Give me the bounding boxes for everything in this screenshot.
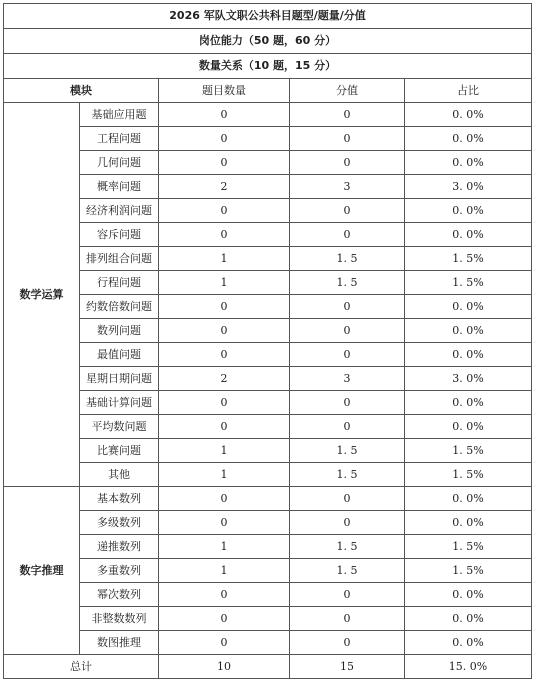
total-score: 15 [290, 655, 405, 679]
table-row [4, 175, 532, 199]
topic-cell: 工程问题 [80, 127, 159, 151]
topic-cell: 约数倍数问题 [80, 295, 159, 319]
score-cell: 1. 5 [290, 247, 405, 271]
ratio-cell: 3. 0% [405, 367, 532, 391]
score-cell: 3 [290, 175, 405, 199]
count-cell: 0 [159, 391, 290, 415]
table-row [4, 127, 532, 151]
count-cell: 0 [159, 127, 290, 151]
score-cell: 0 [290, 103, 405, 127]
column-header-module: 模块 [4, 79, 159, 103]
total-label: 总计 [4, 655, 159, 679]
ratio-cell: 0. 0% [405, 223, 532, 247]
topic-cell: 平均数问题 [80, 415, 159, 439]
ratio-cell: 1. 5% [405, 271, 532, 295]
ratio-cell: 1. 5% [405, 463, 532, 487]
count-cell: 0 [159, 415, 290, 439]
score-cell: 0 [290, 151, 405, 175]
header-row [4, 79, 532, 103]
count-cell: 1 [159, 559, 290, 583]
ratio-cell: 0. 0% [405, 343, 532, 367]
topic-cell: 星期日期问题 [80, 367, 159, 391]
table-row [4, 343, 532, 367]
table-row [4, 151, 532, 175]
score-cell: 0 [290, 343, 405, 367]
count-cell: 1 [159, 271, 290, 295]
score-cell: 0 [290, 127, 405, 151]
ratio-cell: 0. 0% [405, 583, 532, 607]
score-cell: 0 [290, 223, 405, 247]
count-cell: 1 [159, 535, 290, 559]
table-row [4, 559, 532, 583]
count-cell: 0 [159, 511, 290, 535]
title-row [4, 4, 532, 29]
count-cell: 0 [159, 583, 290, 607]
count-cell: 1 [159, 463, 290, 487]
score-cell: 0 [290, 415, 405, 439]
subsection-heading: 数量关系（10 题，15 分） [4, 54, 532, 79]
table-row [4, 103, 532, 127]
count-cell: 0 [159, 223, 290, 247]
column-header-score: 分值 [290, 79, 405, 103]
table-row [4, 223, 532, 247]
topic-cell: 数列问题 [80, 319, 159, 343]
count-cell: 0 [159, 295, 290, 319]
score-cell: 1. 5 [290, 439, 405, 463]
ratio-cell: 0. 0% [405, 199, 532, 223]
table-row [4, 271, 532, 295]
topic-cell: 幂次数列 [80, 583, 159, 607]
count-cell: 0 [159, 151, 290, 175]
table-row [4, 295, 532, 319]
ratio-cell: 0. 0% [405, 127, 532, 151]
ratio-cell: 0. 0% [405, 295, 532, 319]
table-row [4, 415, 532, 439]
table-row [4, 247, 532, 271]
ratio-cell: 3. 0% [405, 175, 532, 199]
table-title: 2026 军队文职公共科目题型/题量/分值 [4, 4, 532, 29]
score-cell: 0 [290, 319, 405, 343]
table-body [4, 4, 532, 679]
topic-cell: 基本数列 [80, 487, 159, 511]
ratio-cell: 1. 5% [405, 535, 532, 559]
table-row [4, 439, 532, 463]
table-row [4, 199, 532, 223]
category-cell: 数字推理 [4, 487, 80, 655]
count-cell: 1 [159, 247, 290, 271]
ratio-cell: 0. 0% [405, 631, 532, 655]
count-cell: 0 [159, 487, 290, 511]
score-cell: 0 [290, 511, 405, 535]
score-cell: 0 [290, 631, 405, 655]
topic-cell: 其他 [80, 463, 159, 487]
table-row [4, 391, 532, 415]
table-row [4, 511, 532, 535]
table-row [4, 631, 532, 655]
count-cell: 0 [159, 199, 290, 223]
topic-cell: 多重数列 [80, 559, 159, 583]
total-ratio: 15. 0% [405, 655, 532, 679]
score-cell: 0 [290, 391, 405, 415]
table-row [4, 583, 532, 607]
score-cell: 1. 5 [290, 535, 405, 559]
score-table [3, 3, 532, 679]
ratio-cell: 0. 0% [405, 487, 532, 511]
subsection-row [4, 54, 532, 79]
score-table-container [3, 3, 531, 679]
table-row [4, 367, 532, 391]
count-cell: 0 [159, 343, 290, 367]
column-header-count: 题目数量 [159, 79, 290, 103]
topic-cell: 基础应用题 [80, 103, 159, 127]
column-header-ratio: 占比 [405, 79, 532, 103]
ratio-cell: 1. 5% [405, 439, 532, 463]
total-count: 10 [159, 655, 290, 679]
section-heading: 岗位能力（50 题，60 分） [4, 29, 532, 54]
topic-cell: 非整数数列 [80, 607, 159, 631]
ratio-cell: 0. 0% [405, 511, 532, 535]
count-cell: 0 [159, 103, 290, 127]
count-cell: 2 [159, 367, 290, 391]
score-cell: 1. 5 [290, 463, 405, 487]
topic-cell: 行程问题 [80, 271, 159, 295]
table-row [4, 535, 532, 559]
ratio-cell: 0. 0% [405, 415, 532, 439]
topic-cell: 多级数列 [80, 511, 159, 535]
score-cell: 3 [290, 367, 405, 391]
score-cell: 0 [290, 199, 405, 223]
score-cell: 0 [290, 583, 405, 607]
ratio-cell: 0. 0% [405, 319, 532, 343]
topic-cell: 容斥问题 [80, 223, 159, 247]
ratio-cell: 0. 0% [405, 151, 532, 175]
topic-cell: 数图推理 [80, 631, 159, 655]
topic-cell: 几何问题 [80, 151, 159, 175]
score-cell: 0 [290, 487, 405, 511]
score-cell: 1. 5 [290, 559, 405, 583]
topic-cell: 基础计算问题 [80, 391, 159, 415]
ratio-cell: 0. 0% [405, 103, 532, 127]
topic-cell: 概率问题 [80, 175, 159, 199]
score-cell: 0 [290, 295, 405, 319]
score-cell: 0 [290, 607, 405, 631]
count-cell: 2 [159, 175, 290, 199]
section-row [4, 29, 532, 54]
topic-cell: 经济利润问题 [80, 199, 159, 223]
count-cell: 1 [159, 439, 290, 463]
table-row [4, 319, 532, 343]
ratio-cell: 1. 5% [405, 247, 532, 271]
category-cell: 数学运算 [4, 103, 80, 487]
ratio-cell: 1. 5% [405, 559, 532, 583]
count-cell: 0 [159, 631, 290, 655]
ratio-cell: 0. 0% [405, 391, 532, 415]
count-cell: 0 [159, 319, 290, 343]
topic-cell: 比赛问题 [80, 439, 159, 463]
count-cell: 0 [159, 607, 290, 631]
score-cell: 1. 5 [290, 271, 405, 295]
ratio-cell: 0. 0% [405, 607, 532, 631]
table-row [4, 463, 532, 487]
topic-cell: 排列组合问题 [80, 247, 159, 271]
table-row [4, 487, 532, 511]
topic-cell: 递推数列 [80, 535, 159, 559]
table-row [4, 607, 532, 631]
topic-cell: 最值问题 [80, 343, 159, 367]
